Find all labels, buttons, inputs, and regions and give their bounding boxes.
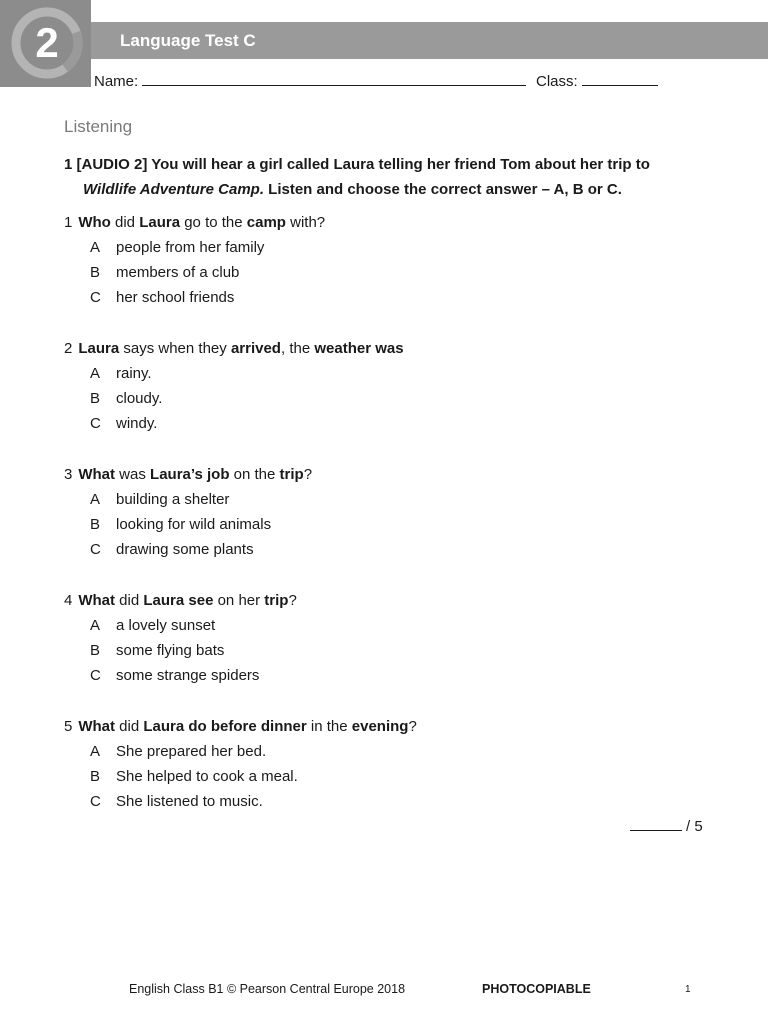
footer-copyright: English Class B1 © Pearson Central Europe 2018	[129, 982, 406, 996]
option-letter: A	[90, 743, 101, 760]
page-number: 1	[685, 984, 691, 995]
question-stem-part: camp	[246, 214, 286, 231]
question-stem-part: go to the	[180, 214, 247, 231]
question-number: 1	[64, 214, 73, 231]
option-text: some flying bats	[116, 642, 225, 659]
question-stem-part: on her	[213, 592, 265, 609]
question-stem-part: evening	[351, 718, 409, 735]
name-field[interactable]	[94, 71, 526, 92]
score-box	[630, 816, 703, 837]
question-stem-part: ?	[288, 592, 297, 609]
question-stem-part: did	[110, 214, 140, 231]
score-blank[interactable]	[630, 816, 682, 831]
option-text: building a shelter	[116, 491, 230, 508]
option-text: looking for wild animals	[116, 516, 272, 533]
question-2-stem	[64, 336, 404, 361]
question-number: 2	[64, 340, 73, 357]
name-blank[interactable]	[142, 71, 526, 86]
option-letter: A	[90, 617, 101, 634]
option-letter: C	[90, 667, 101, 684]
option-text: She prepared her bed.	[116, 743, 267, 760]
question-stem-part: What	[78, 466, 116, 483]
option-letter: C	[90, 541, 101, 558]
option-text: cloudy.	[116, 390, 163, 407]
footer-photocopiable: PHOTOCOPIABLE	[482, 982, 591, 996]
question-number: 3	[64, 466, 73, 483]
question-stem-part: What	[78, 718, 116, 735]
question-stem-part: with?	[285, 214, 326, 231]
option-text: her school friends	[116, 289, 235, 306]
question-3-stem	[64, 462, 312, 487]
title-bar	[91, 22, 768, 59]
option-letter: B	[90, 390, 101, 407]
question-stem-part: says when they	[119, 340, 231, 357]
class-label: Class:	[536, 73, 578, 90]
option-text: some strange spiders	[116, 667, 260, 684]
option-letter: C	[90, 289, 101, 306]
option-letter: A	[90, 239, 101, 256]
option-letter: C	[90, 793, 101, 810]
option-letter: A	[90, 365, 101, 382]
question-stem-part: did	[115, 718, 144, 735]
question-5-stem	[64, 714, 417, 739]
name-label: Name:	[94, 73, 139, 90]
class-field[interactable]	[536, 71, 658, 92]
option-letter: A	[90, 491, 101, 508]
unit-number: 2	[35, 19, 59, 66]
option-letter: B	[90, 768, 101, 785]
question-stem-part: What	[78, 592, 116, 609]
instruction-line-2-rest: Listen and choose the correct answer – A, B or C.	[264, 181, 622, 198]
section-title: Listening	[64, 117, 133, 136]
option-letter: C	[90, 415, 101, 432]
question-stem-part: in the	[306, 718, 352, 735]
question-stem-part: ?	[408, 718, 417, 735]
question-number: 4	[64, 592, 73, 609]
class-blank[interactable]	[582, 71, 658, 86]
question-stem-part: was	[115, 466, 151, 483]
question-stem-part: Laura do before dinner	[143, 718, 307, 735]
option-letter: B	[90, 516, 101, 533]
question-stem-part: on the	[229, 466, 280, 483]
question-1-stem	[64, 210, 325, 235]
task-instruction	[64, 152, 704, 202]
option-text: She helped to cook a meal.	[116, 768, 298, 785]
question-stem-part: Laura’s job	[150, 466, 230, 483]
question-stem-part: trip	[264, 592, 289, 609]
question-stem-part: did	[115, 592, 144, 609]
question-stem-part: ?	[303, 466, 313, 483]
instruction-line-1: 1 [AUDIO 2] You will hear a girl called Laura telling her friend Tom about her trip to	[64, 156, 650, 173]
question-stem-part: Laura	[139, 214, 181, 231]
option-text: windy.	[116, 415, 158, 432]
page-title: Language Test C	[120, 31, 256, 50]
instruction-line-2	[64, 177, 704, 202]
question-stem-part: Laura see	[143, 592, 214, 609]
question-stem-part: arrived	[230, 340, 281, 357]
option-text: people from her family	[116, 239, 265, 256]
unit-badge	[0, 0, 91, 87]
option-text: a lovely sunset	[116, 617, 216, 634]
score-total: / 5	[686, 818, 703, 835]
camp-name: Wildlife Adventure Camp.	[83, 181, 264, 198]
option-text: members of a club	[116, 264, 240, 281]
option-text: She listened to music.	[116, 793, 263, 810]
question-stem-part: Laura	[78, 340, 120, 357]
question-stem-part: , the	[280, 340, 315, 357]
question-stem-part: weather was	[314, 340, 404, 357]
question-number: 5	[64, 718, 73, 735]
question-4-stem	[64, 588, 297, 613]
option-text: rainy.	[116, 365, 152, 382]
option-text: drawing some plants	[116, 541, 254, 558]
option-letter: B	[90, 264, 101, 281]
question-stem-part: trip	[279, 466, 304, 483]
option-letter: B	[90, 642, 101, 659]
question-stem-part: Who	[78, 214, 111, 231]
